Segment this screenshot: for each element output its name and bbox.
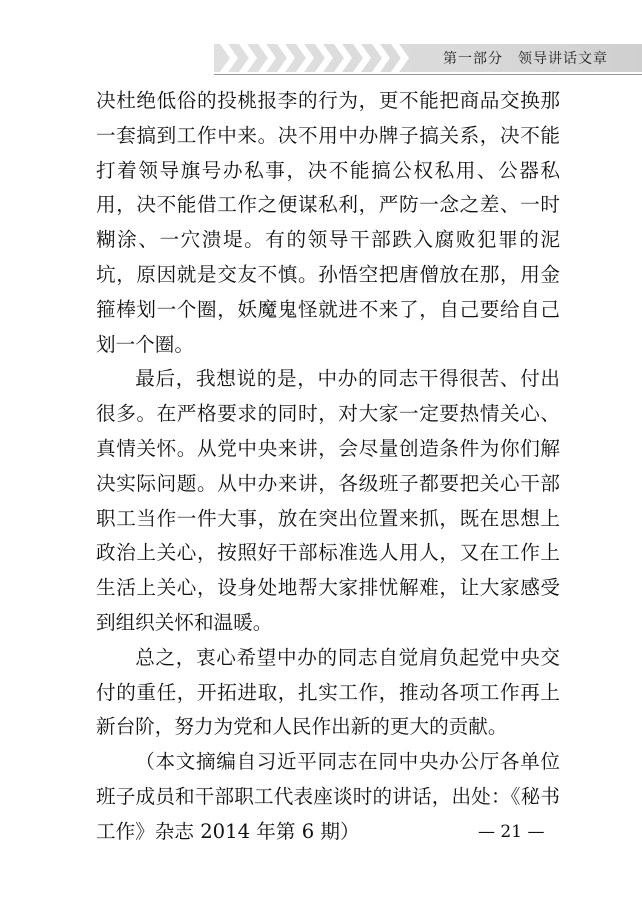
paragraph: 决杜绝低俗的投桃报李的行为，更不能把商品交换那一套搞到工作中来。决不用中办牌子搞关系，决不能打着领导旗号办私事，决不能搞公权私用、公器私用，决不能借工作之便谋私利，严防一念之差、一时糊涂、一穴溃堤。有的领导干部跌入腐败犯罪的泥坑，原因就是交友不慎。孙悟空把唐僧放在那，用金箍棒划一个圈，妖魔鬼怪就进不来了，自己要给自己划一个圈。 (96, 89, 560, 356)
chevron-icon (372, 44, 390, 72)
chevron-icon (277, 44, 295, 72)
chevron-icon (220, 44, 238, 72)
source-note: （本文摘编自习近平同志在同中央办公厅各单位班子成员和干部职工代表座谈时的讲话，出处：《秘书工作》杂志 2014 年第 6 期） (96, 750, 560, 843)
header-divider (214, 74, 642, 75)
page-number: — 21 — (478, 822, 545, 842)
chevron-icon (296, 44, 314, 72)
chevron-icon (258, 44, 276, 72)
chevron-icon (334, 44, 352, 72)
chevron-icon (353, 44, 371, 72)
paragraph: 最后，我想说的是，中办的同志干得很苦、付出很多。在严格要求的同时，对大家一定要热情关心、真情关怀。从党中央来讲，会尽量创造条件为你们解决实际问题。从中办来讲，各级班子都要把关心干部职工当作一件大事，放在突出位置来抓，既在思想上政治上关心，按照好干部标准选人用人，又在工作上生活上关心，设身处地帮大家排忧解难，让大家感受到组织关怀和温暖。 (96, 367, 560, 634)
chevron-icon (239, 44, 257, 72)
article-body (96, 84, 560, 850)
chevron-icon (315, 44, 333, 72)
paragraph: 总之，衷心希望中办的同志自觉肩负起党中央交付的重任，开拓进取，扎实工作，推动各项工作再上新台阶，努力为党和人民作出新的更大的贡献。 (96, 645, 560, 739)
chevron-icon (391, 44, 409, 72)
section-title: 第一部分 领导讲话文章 (443, 51, 608, 67)
header-chevron-decoration (220, 44, 420, 72)
